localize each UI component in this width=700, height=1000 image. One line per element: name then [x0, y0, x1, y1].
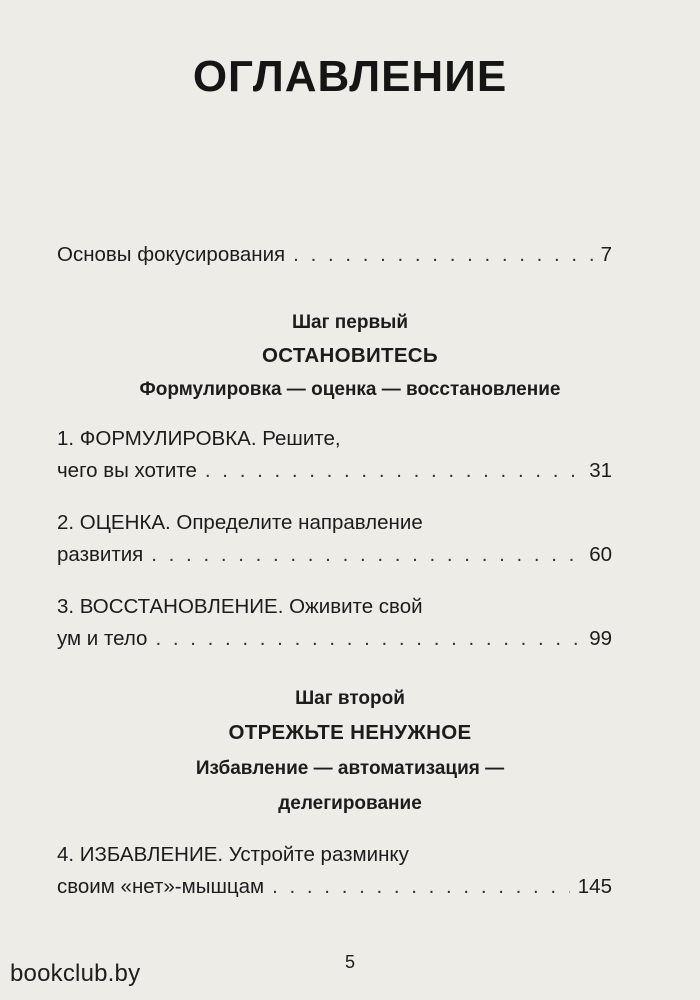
watermark: bookclub.by — [10, 960, 141, 987]
leader-dots — [272, 875, 570, 899]
toc-entry-label: Основы фокусирования — [57, 243, 286, 266]
page-title: ОГЛАВЛЕНИЕ — [192, 52, 508, 101]
leader-dots — [155, 627, 581, 651]
toc-page-number: 31 — [589, 459, 612, 482]
step-subtitle: Формулировка — оценка — восстановление — [139, 379, 561, 400]
toc-entry-label: ум и тело — [57, 627, 148, 650]
step-label: Шаг первый — [291, 312, 409, 333]
step-label: Шаг второй — [295, 688, 405, 709]
toc-entry-label: своим «нет»-мышцам — [57, 875, 265, 898]
toc-entry-intro — [57, 243, 612, 267]
leader-dots — [293, 243, 592, 267]
toc-page-number: 60 — [589, 543, 612, 566]
leader-dots — [151, 543, 581, 567]
toc-entry-4 — [57, 875, 612, 899]
step-subtitle-line1: Избавление — автоматизация — — [195, 758, 505, 779]
toc-entry-label: развития — [57, 543, 144, 566]
toc-entry-1 — [57, 459, 612, 483]
step-subtitle-line2: делегирование — [278, 793, 422, 814]
toc-entry-line1: 1. ФОРМУЛИРОВКА. Решите, — [57, 427, 341, 450]
toc-entry-2 — [57, 543, 612, 567]
toc-entry-line1: 2. ОЦЕНКА. Определите направление — [57, 511, 423, 534]
toc-entry-3 — [57, 627, 612, 651]
toc-page-number: 7 — [600, 243, 612, 266]
toc-entry-label: чего вы хотите — [57, 459, 197, 482]
page-number: 5 — [344, 952, 355, 972]
step-title: ОСТАНОВИТЕСЬ — [262, 344, 438, 367]
toc-entry-line1: 4. ИЗБАВЛЕНИЕ. Устройте разминку — [57, 843, 409, 866]
step-title: ОТРЕЖЬТЕ НЕНУЖНОЕ — [228, 721, 472, 744]
toc-page-number: 99 — [589, 627, 612, 650]
toc-page-number: 145 — [577, 875, 612, 898]
toc-entry-line1: 3. ВОССТАНОВЛЕНИЕ. Оживите свой — [57, 595, 423, 618]
leader-dots — [205, 459, 581, 483]
